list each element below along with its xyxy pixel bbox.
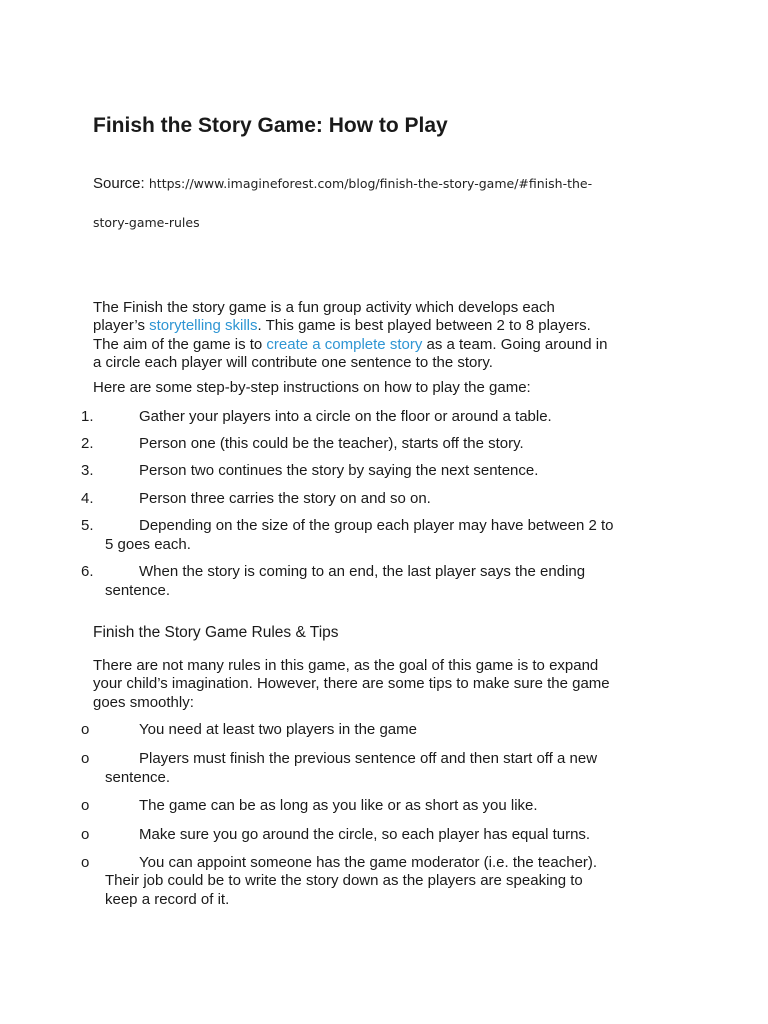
intro-text: The Finish the story game is a fun group activity which develops each bbox=[93, 299, 555, 316]
rules-intro-text: There are not many rules in this game, as the goal of this game is to expand bbox=[93, 657, 599, 674]
tip-text: Players must finish the previous sentence off and then start off a new bbox=[139, 750, 598, 767]
step-text: Person three carries the story on and so on. bbox=[139, 490, 431, 507]
tip-item bbox=[81, 749, 681, 787]
tip-text: Make sure you go around the circle, so each player has equal turns. bbox=[139, 826, 591, 843]
intro-text: The aim of the game is to bbox=[93, 335, 267, 353]
rules-intro-text: your child’s imagination. However, there are some tips to make sure the game bbox=[93, 675, 610, 693]
step-number: 4. bbox=[81, 490, 94, 507]
intro-text: as a team. Going around in bbox=[422, 335, 608, 353]
step-item bbox=[81, 434, 681, 453]
intro-text: player’s bbox=[93, 317, 150, 335]
step-number: 5. bbox=[81, 517, 94, 534]
step-text: Gather your players into a circle on the floor or around a table. bbox=[139, 408, 552, 425]
step-number: 3. bbox=[81, 462, 94, 479]
step-text: Person one (this could be the teacher), starts off the story. bbox=[139, 435, 524, 452]
tip-text-continued: Their job could be to write the story down as the players are speaking to bbox=[105, 872, 583, 890]
step-item bbox=[81, 407, 681, 426]
create-complete-story-link[interactable]: create a complete story bbox=[266, 335, 423, 353]
intro-text: . This game is best played between 2 to 8 players. bbox=[257, 317, 591, 335]
source-label: Source: bbox=[93, 175, 149, 192]
intro-paragraph bbox=[93, 299, 683, 372]
bullet-marker: o bbox=[81, 797, 90, 814]
rules-intro-paragraph bbox=[93, 657, 683, 712]
step-text-continued: sentence. bbox=[105, 582, 171, 599]
tip-item bbox=[81, 796, 681, 815]
page-title: Finish the Story Game: How to Play bbox=[93, 114, 448, 137]
step-item bbox=[81, 461, 681, 480]
step-number: 6. bbox=[81, 563, 94, 580]
step-item bbox=[81, 562, 681, 600]
bullet-marker: o bbox=[81, 826, 90, 843]
intro-text: a circle each player will contribute one sentence to the story. bbox=[93, 353, 493, 371]
step-item bbox=[81, 516, 681, 554]
storytelling-skills-link[interactable]: storytelling skills bbox=[149, 317, 258, 335]
tip-text: You can appoint someone has the game moderator (i.e. the teacher). bbox=[139, 854, 598, 871]
step-number: 2. bbox=[81, 435, 94, 452]
tip-text-continued: keep a record of it. bbox=[105, 890, 230, 908]
step-text: Person two continues the story by saying the next sentence. bbox=[139, 462, 539, 479]
step-text: When the story is coming to an end, the last player says the ending bbox=[139, 563, 586, 580]
tip-item bbox=[81, 720, 681, 739]
tip-text: You need at least two players in the game bbox=[139, 721, 417, 738]
step-text: Depending on the size of the group each player may have between 2 to bbox=[139, 517, 614, 534]
step-item bbox=[81, 489, 681, 508]
source-line bbox=[93, 175, 592, 192]
step-text-continued: 5 goes each. bbox=[105, 536, 191, 553]
tip-text-continued: sentence. bbox=[105, 769, 171, 786]
source-url-continued[interactable]: story-game-rules bbox=[93, 215, 200, 230]
tip-item bbox=[81, 854, 681, 909]
bullet-marker: o bbox=[81, 750, 90, 767]
tip-text: The game can be as long as you like or as short as you like. bbox=[139, 797, 538, 814]
steps-intro: Here are some step-by-step instructions on how to play the game: bbox=[93, 379, 531, 396]
source-url[interactable]: https://www.imagineforest.com/blog/finish-the-story-game/#finish-the- bbox=[148, 176, 593, 191]
bullet-marker: o bbox=[81, 854, 90, 871]
tip-item bbox=[81, 825, 681, 844]
rules-intro-text: goes smoothly: bbox=[93, 693, 194, 711]
bullet-marker: o bbox=[81, 721, 90, 738]
rules-heading: Finish the Story Game Rules & Tips bbox=[93, 624, 339, 641]
step-number: 1. bbox=[81, 408, 94, 425]
